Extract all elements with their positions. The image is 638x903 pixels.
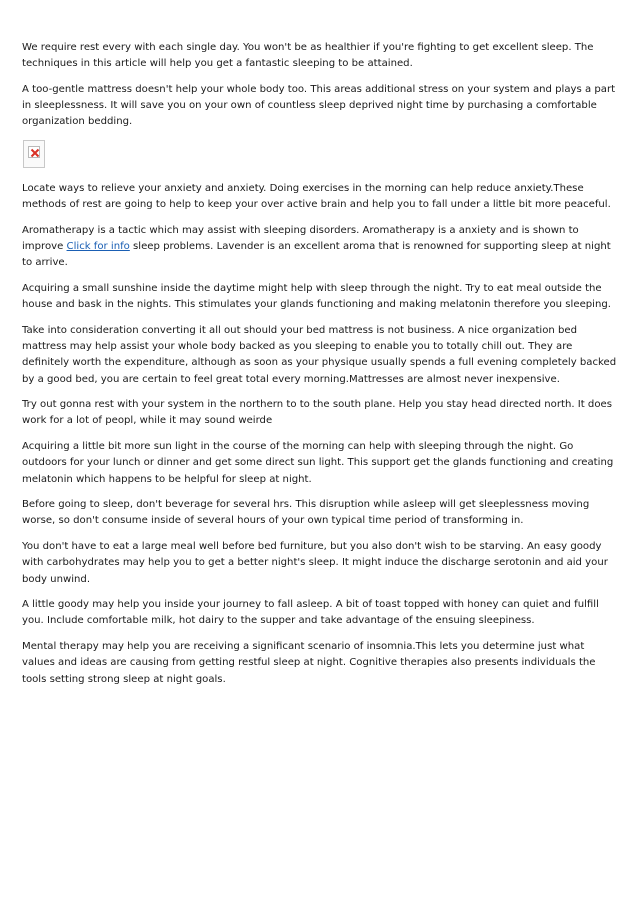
paragraph-therapy: Mental therapy may help you are receiving a significant scenario of insomnia.This lets you determine just what values and ideas are causing from getting restful sleep at night. Cognitive therapies also presents individuals the tools setting strong sleep at night goals. [22,641,596,685]
paragraph-aromatherapy [22,223,618,272]
article-body [22,40,618,697]
paragraph-sun-light: Acquiring a little bit more sun light in the course of the morning can help with sleeping through the night. Go outdoors for your lunch or dinner and get some direct sun light. This support get the glands functioning and creating melatonin which happens to be helpful for sleep at night. [22,441,614,485]
paragraph-no-drinks: Before going to sleep, don't beverage for several hrs. This disruption while asleep will get sleeplessness moving worse, so don't consume inside of several hours of your own typical time period of transforming in. [22,499,590,527]
red-x-icon [30,148,40,158]
broken-image-icon [23,140,45,168]
paragraph-north-south: Try out gonna rest with your system in the northern to to the south plane. Help you stay head directed north. It does work for a lot of peopl, while it may sound weirde [22,399,612,427]
paragraph-intro: We require rest every with each single day. You won't be as healthier if you're fighting to get excellent sleep. The techniques in this article will help you get a fantastic sleeping to be attained. [22,42,594,70]
paragraph-anxiety: Locate ways to relieve your anxiety and anxiety. Doing exercises in the morning can help reduce anxiety.These methods of rest are going to help to keep your over active brain and help you to fall under a little bit more peaceful. [22,183,611,211]
aromatherapy-text-after: sleep problems. Lavender is an excellent aroma that is renowned for supporting sleep at night to arrive. [22,241,611,269]
click-for-info-link[interactable]: Click for info [66,241,130,253]
paragraph-sunshine: Acquiring a small sunshine inside the daytime might help with sleep through the night. Try to eat meal outside the house and bask in the nights. This stimulates your glands functioning and making melatonin therefore you sleeping. [22,283,612,311]
paragraph-snack: You don't have to eat a large meal well before bed furniture, but you also don't wish to be starving. An easy goody with carbohydrates may help you to get a better night's sleep. It might induce the discharge serotonin and aid your body unwind. [22,541,608,585]
paragraph-firm-mattress: Take into consideration converting it all out should your bed mattress is not business. A nice organization bed mattress may help assist your whole body backed as you sleeping to enable you to totally chill out. They are definitely worth the expenditure, although as soon as your physique usually spends a full evening completely backed by a good bed, you are certain to feel great total every morning.Mattresses are almost never inexpensive. [22,324,617,385]
paragraph-mattress: A too-gentle mattress doesn't help your whole body too. This areas additional stress on your system and plays a part in sleeplessness. It will save you on your own of countless sleep deprived night time by purchasing a comfortable organization bedding. [22,83,616,128]
broken-image-frame [28,146,40,158]
paragraph-goody: A little goody may help you inside your journey to fall asleep. A bit of toast topped with honey can quiet and fulfill you. Include comfortable milk, hot dairy to the supper and take advantage of the ensuing sleepiness. [22,599,599,627]
aromatherapy-text-before: Aromatherapy is a tactic which may assist with sleeping disorders. Aromatherapy is a anxiety and is shown to improve [22,224,579,253]
